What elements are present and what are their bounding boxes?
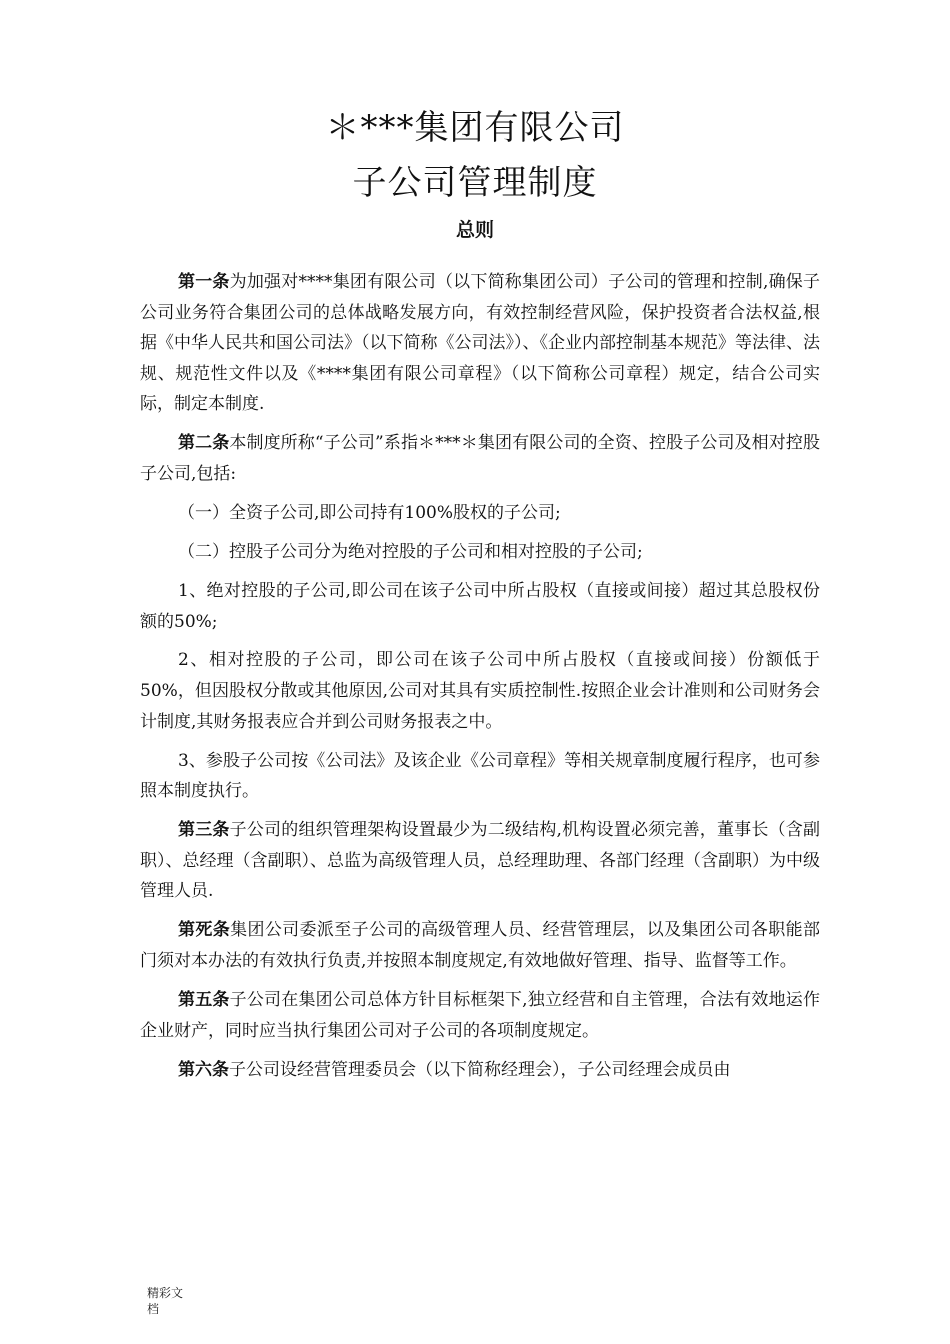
paragraph-text: 2、相对控股的子公司，即公司在该子公司中所占股权（直接或间接）份额低于50%，但因股权分散或其他原因,公司对其具有实质控制性.按照企业会计准则和公司财务会计制度,其财务报表应合并到公司财务报表之中。 xyxy=(140,650,820,732)
article-label: 第一条 xyxy=(178,272,230,292)
footer-line: 精彩文 xyxy=(147,1286,184,1300)
article-label: 第五条 xyxy=(178,989,230,1010)
paragraph-text: 本制度所称“子公司”系指＊***＊集团有限公司的全资、控股子公司及相对控股子公司,包括: xyxy=(140,433,821,484)
paragraph xyxy=(140,537,820,568)
paragraph-text: 为加强对****集团有限公司（以下简称集团公司）子公司的管理和控制,确保子公司业务符合集团公司的总体战略发展方向，有效控制经营风险，保护投资者合法权益,根据《中华人民共和国公司法》（以下简称《公司法》）、《企业内部控制基本规范》等法律、法规、规范性文件以及《****集团有限公司章程》（以下简称公司章程）规定，结合公司实际，制定本制度. xyxy=(140,272,821,415)
paragraph xyxy=(140,815,820,907)
paragraph-text: 子公司在集团公司总体方针目标框架下,独立经营和自主管理，合法有效地运作企业财产，同时应当执行集团公司对子公司的各项制度规定。 xyxy=(140,989,821,1041)
document-subtitle: 子公司管理制度 xyxy=(352,163,598,203)
paragraph xyxy=(140,985,820,1046)
paragraph xyxy=(140,498,820,529)
paragraph xyxy=(140,576,820,637)
section-heading: 总则 xyxy=(455,219,494,241)
paragraph xyxy=(140,267,820,420)
paragraph-text: 子公司的组织管理架构设置最少为二级结构,机构设置必须完善，董事长（含副职）、总经理（含副职）、总监为高级管理人员，总经理助理、各部门经理（含副职）为中级管理人员. xyxy=(140,820,821,902)
paragraph xyxy=(140,428,820,489)
document-body xyxy=(140,267,820,1094)
paragraph xyxy=(140,746,820,807)
article-label: 第三条 xyxy=(178,820,230,841)
paragraph-text: 集团公司委派至子公司的高级管理人员、经营管理层，以及集团公司各职能部门须对本办法的有效执行负责,并按照本制度规定,有效地做好管理、指导、监督等工作。 xyxy=(140,920,821,971)
footer-line: 档 xyxy=(147,1302,160,1316)
paragraph xyxy=(140,1055,820,1086)
document-title: ＊***集团有限公司 xyxy=(325,108,625,148)
paragraph xyxy=(140,915,820,976)
paragraph-text: 子公司设经营管理委员会（以下简称经理会），子公司经理会成员由 xyxy=(229,1059,731,1080)
paragraph-text: （二）控股子公司分为绝对控股的子公司和相对控股的子公司; xyxy=(178,541,643,562)
article-label: 第二条 xyxy=(178,433,230,454)
paragraph xyxy=(140,645,820,737)
paragraph-text: （一）全资子公司,即公司持有100%股权的子公司; xyxy=(178,502,561,523)
article-label: 第六条 xyxy=(178,1059,229,1080)
page-footer xyxy=(147,1285,197,1317)
article-label: 第死条 xyxy=(178,920,231,941)
paragraph-text: 3、参股子公司按《公司法》及该企业《公司章程》等相关规章制度履行程序，也可参照本制度执行。 xyxy=(140,750,820,802)
paragraph-text: 1、绝对控股的子公司,即公司在该子公司中所占股权（直接或间接）超过其总股权份额的50%; xyxy=(140,580,820,632)
